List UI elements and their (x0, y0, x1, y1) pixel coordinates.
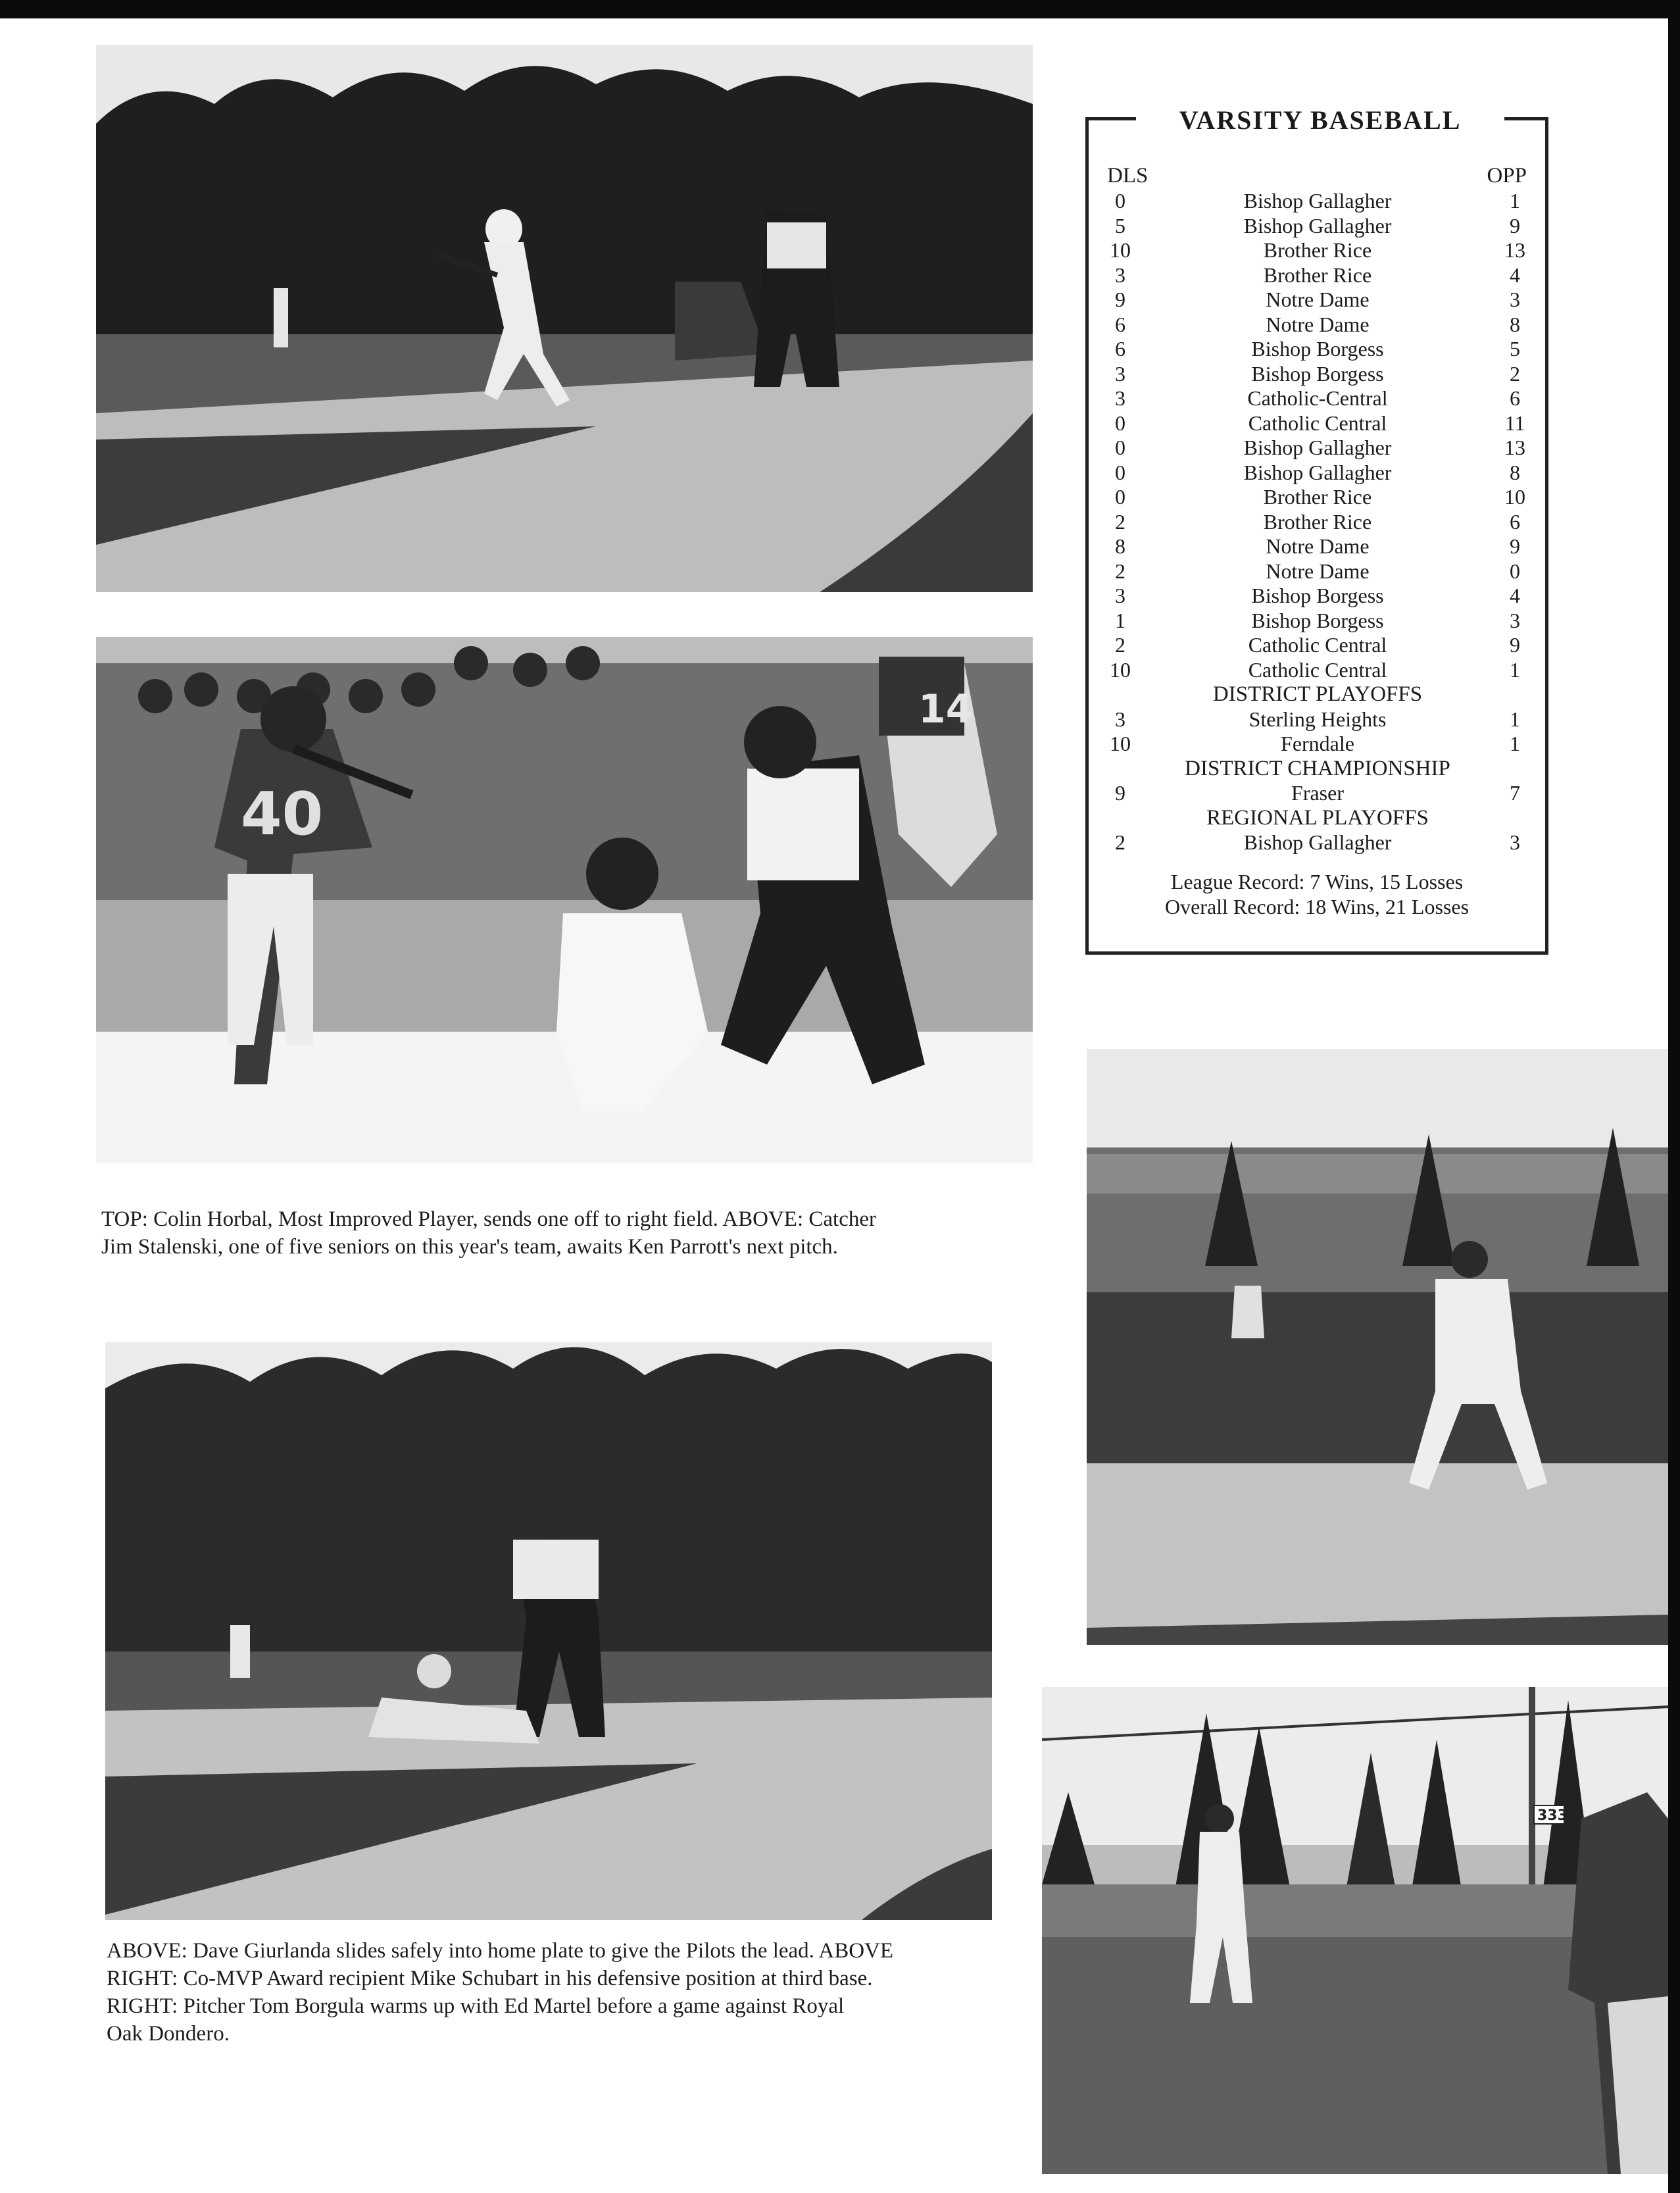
runner-jersey-number: 14 (918, 686, 974, 732)
opp-score: 2 (1510, 361, 1520, 386)
batter-jersey-number: 40 (241, 780, 324, 849)
score-row (1100, 362, 1535, 387)
opponent-name: Bishop Borgess (1251, 608, 1384, 632)
opp-score: 13 (1504, 436, 1525, 459)
opponent-name: Ferndale (1281, 732, 1354, 755)
section-label: DISTRICT CHAMPIONSHIP (1185, 756, 1450, 780)
opponent-name: Catholic-Central (1247, 386, 1388, 410)
opp-score: 5 (1510, 337, 1520, 361)
score-row (1100, 510, 1535, 535)
dls-score: 10 (1110, 238, 1131, 262)
scan-right-border (1668, 0, 1680, 2193)
opp-score: 1 (1510, 657, 1520, 682)
opponent-name: Bishop Borgess (1251, 361, 1384, 386)
opponent-name: Sterling Heights (1248, 707, 1387, 731)
opp-score: 9 (1510, 213, 1520, 238)
caption-top (101, 1205, 1038, 1261)
score-row (1100, 633, 1535, 658)
header-opp: OPP (1487, 164, 1527, 188)
dls-score: 6 (1115, 337, 1125, 361)
score-row (1100, 214, 1535, 239)
score-row (1100, 707, 1535, 732)
opponent-name: Bishop Gallagher (1243, 830, 1392, 854)
opp-score: 1 (1510, 707, 1520, 731)
score-row (1100, 313, 1535, 338)
dls-score: 3 (1115, 584, 1125, 607)
opponent-name: Brother Rice (1263, 509, 1372, 534)
dls-score: 3 (1115, 707, 1125, 731)
dls-score: 6 (1115, 312, 1125, 336)
dls-score: 5 (1115, 213, 1125, 238)
score-row (1100, 288, 1535, 313)
dls-score: 2 (1115, 509, 1125, 534)
score-section-heading (1100, 682, 1535, 707)
caption-bottom-line1: ABOVE: Dave Giurlanda slides safely into home plate to give the Pilots the lead. ABOVE (107, 1939, 894, 1963)
opp-score: 6 (1510, 509, 1520, 534)
dls-score: 3 (1115, 361, 1125, 386)
score-section-heading (1100, 806, 1535, 831)
opponent-name: Catholic Central (1248, 633, 1387, 657)
scan-top-border (0, 0, 1680, 18)
score-row (1100, 189, 1535, 214)
opp-score: 0 (1510, 559, 1520, 583)
photo-third-baseman (1087, 1049, 1668, 1645)
score-row (1100, 534, 1535, 559)
dls-score: 3 (1115, 263, 1125, 287)
opp-score: 4 (1510, 263, 1520, 287)
opponent-name: Bishop Gallagher (1243, 460, 1392, 484)
opponent-name: Bishop Borgess (1251, 337, 1384, 361)
dls-score: 10 (1110, 732, 1131, 755)
score-row (1100, 238, 1535, 263)
header-dls: DLS (1107, 164, 1149, 188)
photo-catcher-batter (96, 637, 1033, 1163)
opp-score: 8 (1510, 460, 1520, 484)
opponent-name: Bishop Borgess (1251, 584, 1384, 607)
opp-score: 10 (1504, 485, 1525, 509)
opp-score: 8 (1510, 312, 1520, 336)
dls-score: 0 (1115, 485, 1125, 509)
opponent-name: Catholic Central (1248, 411, 1387, 435)
dls-score: 2 (1115, 633, 1125, 657)
score-row (1100, 781, 1535, 806)
score-row (1100, 658, 1535, 683)
opponent-name: Bishop Gallagher (1243, 189, 1392, 213)
field-sign-number: 333 (1537, 1807, 1568, 1824)
scorebox-title: VARSITY BASEBALL (1136, 101, 1504, 140)
dls-score: 2 (1115, 830, 1125, 854)
dls-score: 9 (1115, 288, 1125, 311)
dls-score: 3 (1115, 386, 1125, 410)
overall-record: Overall Record: 18 Wins, 21 Losses (1164, 895, 1470, 919)
opp-score: 11 (1504, 411, 1525, 435)
opponent-name: Brother Rice (1263, 485, 1372, 509)
opponent-name: Brother Rice (1263, 263, 1372, 287)
dls-score: 9 (1115, 781, 1125, 805)
dls-score: 2 (1115, 559, 1125, 583)
dls-score: 0 (1115, 189, 1125, 213)
opponent-name: Bishop Gallagher (1243, 436, 1392, 459)
caption-top-line2: Jim Stalenski, one of five seniors on this year's team, awaits Ken Parrott's next pitch. (101, 1235, 838, 1259)
score-row (1100, 485, 1535, 510)
opp-score: 9 (1510, 534, 1520, 558)
caption-bottom-line3: RIGHT: Pitcher Tom Borgula warms up with Ed Martel before a game against Royal (107, 1994, 845, 2018)
opponent-name: Brother Rice (1263, 238, 1372, 262)
opponent-name: Bishop Gallagher (1243, 213, 1392, 238)
section-label: DISTRICT PLAYOFFS (1212, 682, 1423, 706)
opponent-name: Notre Dame (1266, 288, 1370, 311)
score-row (1100, 732, 1535, 757)
dls-score: 0 (1115, 436, 1125, 459)
opponent-name: Notre Dame (1266, 312, 1370, 336)
opp-score: 9 (1510, 633, 1520, 657)
score-row (1100, 386, 1535, 411)
score-row (1100, 411, 1535, 436)
dls-score: 10 (1110, 657, 1131, 682)
opp-score: 1 (1510, 189, 1520, 213)
photo-batter-swing (96, 45, 1033, 592)
dls-score: 1 (1115, 608, 1125, 632)
dls-score: 0 (1115, 460, 1125, 484)
photo-slide-home (105, 1342, 992, 1920)
opp-score: 7 (1510, 781, 1520, 805)
opp-score: 13 (1504, 238, 1525, 262)
opp-score: 6 (1510, 386, 1520, 410)
opponent-name: Notre Dame (1266, 559, 1370, 583)
opp-score: 3 (1510, 830, 1520, 854)
score-row (1100, 263, 1535, 288)
opp-score: 3 (1510, 608, 1520, 632)
score-row (1100, 584, 1535, 609)
opp-score: 3 (1510, 288, 1520, 311)
caption-bottom (107, 1937, 993, 2048)
league-record: League Record: 7 Wins, 15 Losses (1170, 870, 1464, 894)
varsity-baseball-scorebox (1085, 105, 1548, 955)
photo-pitcher-warmup (1042, 1687, 1668, 2174)
opponent-name: Catholic Central (1248, 657, 1387, 682)
score-rows (1100, 189, 1535, 855)
opponent-name: Fraser (1291, 781, 1344, 805)
dls-score: 0 (1115, 411, 1125, 435)
score-row (1100, 436, 1535, 461)
caption-top-line1: TOP: Colin Horbal, Most Improved Player, sends one off to right field. ABOVE: Catcher (101, 1207, 876, 1231)
opp-score: 1 (1510, 732, 1520, 755)
score-row (1100, 559, 1535, 584)
caption-bottom-line4: Oak Dondero. (107, 2022, 230, 2046)
opponent-name: Notre Dame (1266, 534, 1370, 558)
score-row (1100, 609, 1535, 634)
caption-bottom-line2: RIGHT: Co-MVP Award recipient Mike Schubart in his defensive position at third base. (107, 1967, 873, 1990)
score-row (1100, 830, 1535, 855)
score-section-heading (1100, 757, 1535, 782)
score-row (1100, 461, 1535, 486)
section-label: REGIONAL PLAYOFFS (1206, 805, 1429, 830)
opp-score: 4 (1510, 584, 1520, 607)
dls-score: 8 (1115, 534, 1125, 558)
score-row (1100, 337, 1535, 362)
